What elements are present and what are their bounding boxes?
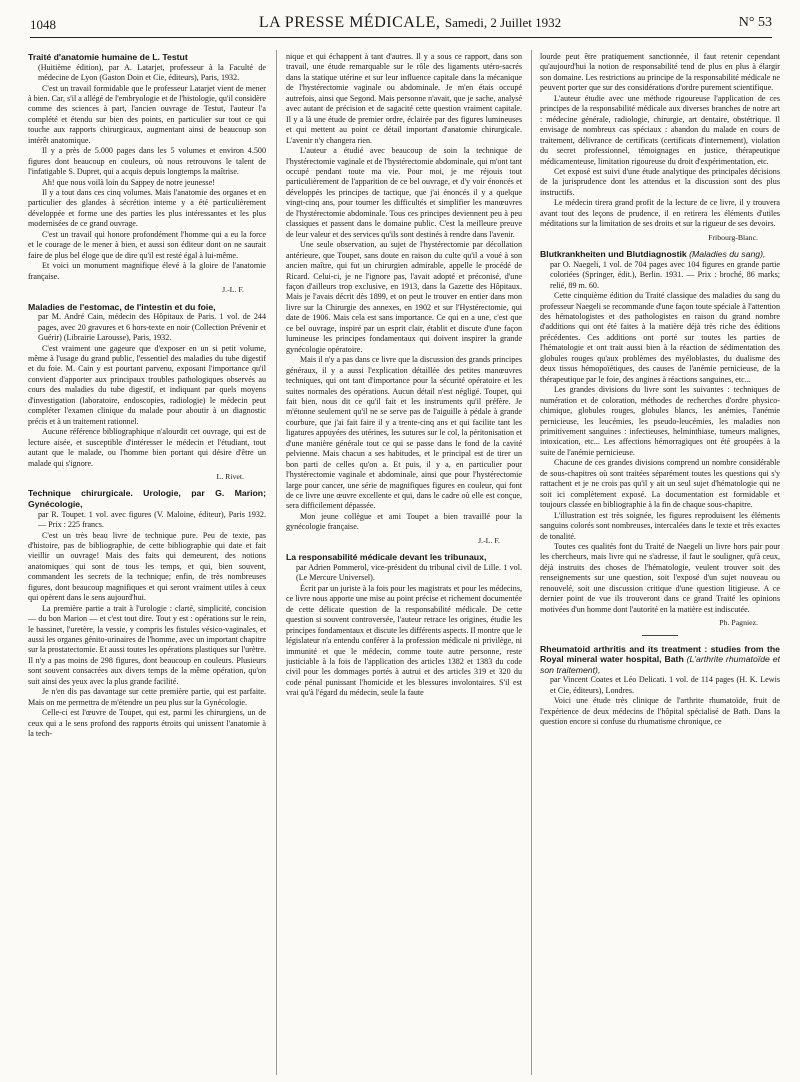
- issue-date: Samedi, 2 Juillet 1932: [444, 15, 562, 30]
- paragraph: Ah! que nous voilà loin du Sappey de notre jeunesse!: [42, 177, 215, 187]
- review-title-rheumatoid-a: Rheumatoid arthritis and its treatment : studies from the Royal mineral water hospital, Bath: [540, 643, 780, 665]
- column-rule-1: [276, 50, 277, 1075]
- review-meta-technique: par R. Toupet. 1 vol. avec figures (V. Maloine, éditeur), Paris 1932. — Prix : 225 francs.: [38, 509, 266, 530]
- review-title-cain: Maladies de l'estomac, de l'intestin et du foie,: [28, 301, 216, 312]
- paragraph: Cet exposé est suivi d'une étude analytique des principales décisions de la jurisprudence dont les attendus et la discussion sont des plus instructifs.: [540, 166, 780, 197]
- page-header: [30, 14, 772, 38]
- review-meta-testut: (Huitième édition), par A. Latarjet, professeur à la Faculté de médecine de Lyon (Gaston Doin et Cie, éditeurs), Paris, 1932.: [38, 62, 266, 83]
- paragraph: Chacune de ces grandes divisions comprend un nombre considérable de sous-chapitres où sont traitées séparément toutes les questions qui s'y rattachent et je ne crois pas qu'il y ait un seul sujet d'hématologie qui ne soit ici complètement exposé. La documentation est formidable et toujours classée en bibliographie à la fin de chaque sous-chapitre.: [540, 458, 780, 510]
- paragraph: Voici une étude très clinique de l'arthrite rhumatoïde, fruit de l'expérience de deux médecins de l'hôpital spécialisé de Bath. Dans la question encore si confuse du rhumatisme chronique, ce: [540, 696, 780, 727]
- paragraph: La première partie a trait à l'urologie : clarté, simplicité, concision — du bon Marion — et c'est tout dire. Tout y est : opérations sur le rein, le bassinet, l'uretère, la vessie, y compris les fistules vésico-vaginales, et aussi les organes génito-urinaires de l'homme, avec un important chapitre sur la prostatectomie. Et aussi toutes les opérations plastiques sur l'urètre. Il n'y a pas moins de 298 figures, dont beaucoup en couleurs. Plusieurs sont souvent consacrées aux divers temps de la même opération, qu'on suit ainsi des yeux avec la plus grande facilité.: [28, 603, 266, 686]
- review-title-technique-a: Technique chirurgicale. Urologie,: [28, 488, 181, 499]
- signature: Fribourg-Blanc.: [708, 232, 758, 242]
- review-title-responsabilite: La responsabilité médicale devant les tribunaux,: [286, 552, 487, 563]
- journal-title: [190, 14, 630, 32]
- issue-number: N° 53: [738, 15, 772, 30]
- review-title-rheumatoid-b: (L'arthrite rhumatoïde et son traitement),: [540, 654, 780, 675]
- paragraph: L'auteur étudie avec une méthode rigoureuse l'application de ces principes de la responsabilité médicale aux diverses branches de notre art : médecine générale, radiologie, chirurgie, art dentaire, obstétrique. Il envisage de nombreux cas spéciaux : abandon du malade en cours de traitement, délivrance de certificats (certificats d'internement), violation du secret professionnel, témoignages en justice, thérapeutique médicamenteuse, limitation rigoureuse du droit d'expérimentation, etc.: [540, 93, 780, 166]
- paragraph: Une seule observation, au sujet de l'hystérectomie par décollation antérieure, que Toupet, sans doute en raison du culte qu'il a voué à son ancien maître, qui fut un chirurgien admirable, appelle le procédé de Ricard. Celui-ci, je ne l'ignore pas, l'avait adopté et préconisé, d'une façon d'ailleurs trop exclusive, en 1913, dans la Gazette des Hôpitaux. Mais je l'avais décrit dès 1899, et on peut le trouver en entier dans mon livre sur la Chirurgie des annexes, en 1902 et sur l'Hystérectomie, qui date de 1906. Mais cela est sans importance. Ce qui en a une, c'est que ce bel ouvrage, inspiré par un esprit clair, établit et discute d'une façon lumineuse les principes fondamentaux qui doivent inspirer la grande gynécologie opératoire.: [286, 240, 522, 354]
- review-title-testut: Traité d'anatomie humaine de L. Testut: [28, 52, 188, 62]
- column-3: [540, 52, 780, 1082]
- review-title-technique-b: par G. Marion; Gynécologie,: [28, 488, 266, 509]
- review-meta-responsabilite: par Adrien Pommerol, vice-président du tribunal civil de Lille. 1 vol. (Le Mercure Universel).: [296, 562, 522, 583]
- paragraph: C'est un très beau livre de technique pure. Peu de texte, pas d'histoire, pas de bibliographie, de cette bibliographie qui date et fait vieillir un ouvrage! Mais des faits qui demeurent, des notions anatomiques qui sont de tous les temps, et qui, bien souvent, commandent les secrets de la technique; enfin, de très nombreuses figures, dont beaucoup magnifiques et qui seront vraiment utiles à ceux qui opèrent dans le sens aujourd'hui.: [28, 530, 266, 603]
- paragraph: Il y a tout dans ces cinq volumes. Mais l'anatomie des organes et en particulier des glandes à sécrétion interne y a été particulièrement développée et forme une des parties les plus intéressantes et les plus modernisées de ce grand ouvrage.: [28, 188, 266, 229]
- review-title-naegeli-a: Blutkrankheiten und Blutdiagnostik: [540, 249, 687, 260]
- paragraph: Celle-ci est l'œuvre de Toupet, qui est, parmi les chirurgiens, un de ceux qui a le sens profond des rapports étroits qui unissent l'anatomie à la tech-: [28, 708, 266, 739]
- paragraph: Les grandes divisions du livre sont les suivantes : techniques de numération et de coloration, méthodes de recherches d'ordre physico-chimique, globules rouges, globules blancs, les anémies, l'anémie pernicieuse, les leucémies, les pseudo-leucémies, les maladies non primitivement sanguines : infectieuses, helminthiase, tumeurs malignes, intoxication, etc... Les affections hémorragiques ont été groupées à la suite de l'anémie pernicieuse.: [540, 385, 780, 457]
- paragraph: Je n'en dis pas davantage sur cette première partie, qui est parfaite. Mais on me permettra de m'étendre un peu plus sur la Gynécologie.: [28, 687, 266, 707]
- column-rule-2: [531, 50, 532, 1075]
- journal-name: LA PRESSE MÉDICALE,: [258, 14, 441, 31]
- paragraph: Cette cinquième édition du Traité classique des maladies du sang du professeur Naegeli se recommande d'une façon toute spéciale à l'attention des hématologistes et des pathologistes en raison du grand nombre d'additions qui ont été faites à la matière déjà très riche des éditions précédentes. Ces additions ont porté sur toutes les parties de l'hématologie et ont trait aussi bien à la réaction de sédimentation des globules rouges qu'aux problèmes des myéloblastes, du dualisme des deux tissus hémopoïétiques, des causes de l'anémie pernicieuse, de la thérapeutique par le foie, des angines à réactions sanguines, etc...: [540, 291, 780, 384]
- paragraph: Aucune référence bibliographique n'alourdit cet ouvrage, qui est de lecture aisée, et susceptible d'intéresser le médecin et l'étudiant, tout autant que le malade, ou l'homme bien portant qui désire d'être un malade qui s'ignore.: [28, 427, 266, 468]
- paragraph: C'est un travail formidable que le professeur Latarjet vient de mener à bien. Car, s'il a allégé de l'embryologie et de l'histologie, qu'il considère comme des sciences à part, l'ancien ouvrage de Testut, l'auteur l'a complété et étendu sur bien des points, en particulier sur tout ce qui touche aux rapports chirurgicaux, augmentant ainsi de beaucoup son intérêt anatomique.: [28, 83, 266, 145]
- paragraph: lourde peut être pratiquement sanctionnée, il faut retenir cependant qu'aujourd'hui la notion de responsabilité tend de plus en plus à élargir son domaine. Les restrictions au principe de la responsabilité médicale ne peuvent porter que sur des considérations d'ordre purement scientifique.: [540, 52, 780, 93]
- paragraph: nique et qui échappent à tant d'autres. Il y a sous ce rapport, dans son travail, une étude remarquable sur le rôle des ligaments utéro-sacrés dans la statique utérine et sur leur influence capitale dans la mécanique de l'hystérectomie vaginale ou abdominale. Je m'en étais occupé autrefois, ainsi que Segond. Mais personne n'avait, que je sache, analysé avec autant de précision et de sagacité cette question vraiment capitale. Il y a là une étude de premier ordre, éclairée par des figures lumineuses et qui mettent au point ce détail important d'anatomie chirurgicale. L'avenir n'y changera rien.: [286, 52, 522, 145]
- signature: J.-L. F.: [478, 535, 500, 545]
- paragraph: Écrit par un juriste à la fois pour les magistrats et pour les médecins, ce livre nous apporte une mise au point précise et richement documentée de cette délicate question de la responsabilité médicale. De cette question si souvent controversée, l'auteur retrace les origines, étudie les principes fondamentaux et discute les différents aspects. Il montre que le législateur n'a entendu conférer à la profession médicale ni privilège, ni immunité et que le médecin, comme toute autre personne, reste justiciable à la fois de l'application des articles 1382 et 1383 du code civil pour les dommages portés à autrui et des articles 319 et 320 du code pénal punissant l'homicide et les blessures involontaires. S'il est vrai qu'à l'égard du médecin, seule la faute: [286, 583, 522, 698]
- paragraph: Il y a près de 5.000 pages dans les 5 volumes et environ 4.500 figures dont beaucoup en couleurs, où nous retrouvons le talent de l'infatigable S. Dupret, qui a acquis depuis longtemps la maîtrise.: [28, 146, 266, 177]
- paragraph: C'est un travail qui honore profondément l'homme qui a eu la force et le courage de le mener à bien, et aussi son éditeur dont on ne saurait faire de plus bel éloge que de dire qu'il est resté égal à lui-même.: [28, 229, 266, 260]
- paragraph: L'illustration est très soignée, les figures reproduisent les éléments sanguins colorés sont nombreuses, intercalées dans le texte et très exactes de tonalité.: [540, 510, 780, 541]
- column-1: [28, 52, 266, 1082]
- paragraph: L'auteur a étudié avec beaucoup de soin la technique de l'hystérectomie vaginale et de l'hystérectomie abdominale, qui m'ont tant occupé pendant toute ma vie. Pour moi, je me réjouis tout particulièrement de l'apparition de ce bel ouvrage, et d'y voir énoncés et développés les principes de tactique, que j'ai énoncés il y a quelque vingt-cinq ans, pour tourner les difficultés et simplifier les manœuvres de l'hystérectomie abdominale. Tous ces principes deviennent peu à peu classiques et passent dans le domaine public. C'est la meilleure preuve de leur valeur et des services qu'ils sont destinés à rendre dans l'avenir.: [286, 146, 522, 239]
- review-meta-naegeli: par O. Naegeli, 1 vol. de 704 pages avec 104 figures en grande partie coloriées (Springer, édit.), Berlin. 1931. — Prix : broché, 86 marks; relié, 89 m. 60.: [550, 259, 780, 290]
- signature: J.-L. F.: [222, 285, 244, 295]
- review-meta-rheumatoid: par Vincent Coates et Léo Delicati. 1 vol. de 114 pages (H. K. Lewis et Cie, éditeurs), Londres.: [550, 675, 780, 695]
- paragraph: Mais il n'y a pas dans ce livre que la discussion des grands principes généraux, il y a aussi l'explication détaillée des petites manœuvres techniques, qui ont tant d'importance pour la sécurité opératoire et les suites normales des opérations. Aucun détail n'est négligé. Toupet, qui fait bien, nous dit ce qu'il fait et les instruments qu'il préfère. Je m'étonne seulement qu'il ne se serve pas de l'aiguille à pédale à grande courbure, que j'ai fait faire il y a trente-cinq ans et qui facilite tant les ligatures appuyées des utérines, les sutures sur le col, la péritonisation et d'une manière générale tout ce qui se passe dans le fond de la cavité pelvienne. Mais chacun a ses habitudes, et le principal est de tirer un bon parti de celles qu'on a. Et puis, il y a, en particulier pour l'hystérectomie vaginale et abdominale, ainsi que pour l'hystérectomie large pour cancer, une série de magnifiques figures en couleur, qui font de ce livre une œuvre excellente et qui, dans le cadre où elle est conçue, sera difficilement dépassée.: [286, 355, 522, 511]
- review-meta-cain: par M. André Cain, médecin des Hôpitaux de Paris. 1 vol. de 244 pages, avec 20 gravures et 6 hors-texte en noir (Collection Prévenir et Guérir) (Librairie Larousse), Paris, 1932.: [38, 312, 266, 343]
- paragraph: Toutes ces qualités font du Traité de Naegeli un livre hors pair pour les chercheurs, mais livre qui ne s'adresse, il faut le souligner, qu'à ceux, déjà instruits des choses de l'hématologie, veulent trouver soit des renseignements sur une question, soit l'exposé d'un sujet nouveau ou renouvelé, soit une discussion critique d'une question litigieuse. A ce dernier point de vue ils trouveront dans ce grand Traité les opinions motivées d'un homme dont l'autorité en la matière est indiscutée.: [540, 541, 780, 614]
- signature: L. Rivet.: [216, 471, 244, 481]
- column-2: [286, 52, 522, 1082]
- paragraph: C'est vraiment une gageure que d'exposer en un si petit volume, même à l'usage du grand public, l'essentiel des maladies du tube digestif et du foie. M. Cain y est pourtant parvenu, exposant l'importance qu'il convient d'apporter aux principaux troubles pathologiques observés au cours des maladies du tube digestif, et indiquant par quels moyens d'investigation (laboratoire, endoscopies, radiologie) le médecin peut compléter l'examen clinique du malade pour aboutir à un diagnostic précis et à un traitement rationnel.: [28, 343, 266, 426]
- paragraph: Mon jeune collègue et ami Toupet a bien travaillé pour la gynécologie française.: [286, 511, 522, 532]
- paragraph: Et voici un monument magnifique élevé à la gloire de l'anatomie française.: [28, 261, 266, 281]
- review-title-naegeli-b: (Maladies du sang),: [686, 249, 766, 260]
- review-title-technique: [28, 488, 266, 509]
- separator-rule: [642, 635, 678, 636]
- page-number: 1048: [30, 17, 56, 32]
- review-title-naegeli: [540, 249, 780, 260]
- review-title-rheumatoid: [540, 644, 780, 676]
- paragraph: Le médecin tirera grand profit de la lecture de ce livre, il y trouvera avant tout des leçons de prudence, il en retirera les éléments d'utiles méditations sur la limitation de ses droits et sur la rigueur de ses devoirs.: [540, 198, 780, 229]
- signature: Ph. Pagniez.: [719, 618, 758, 628]
